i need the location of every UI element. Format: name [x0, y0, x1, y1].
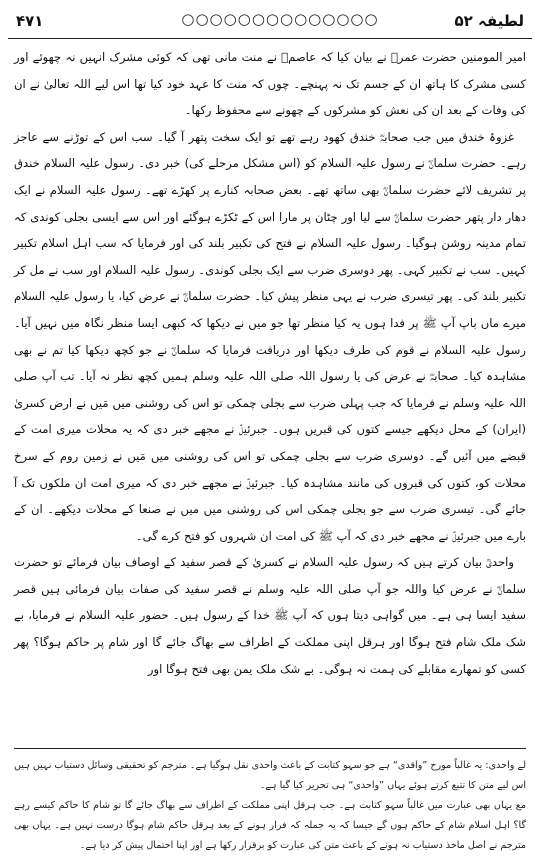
footnote-rule — [14, 748, 526, 749]
footnote: لے واحدی: یہ غالباً مورخ ”واقدی“ ہے جو سہو کتابت کے باعث واحدی نقل ہوگیا ہے۔ مترجم کو تحقیقی وسائل دستیاب نہیں ہیں اس لیے متن کا تتبع کرتے ہوئے یہاں ”واحدی“ ہی تحریر کیا گیا ہے۔ — [14, 760, 526, 791]
footnotes — [14, 756, 526, 856]
page-header — [10, 8, 530, 34]
paragraph: امیر المومنین حضرت عمرؓ نے بیان کیا کہ عاصمؓ نے منت مانی تھی کہ کوئی مشرک انہیں نہ چھوئے اور کسی مشرک کا ہاتھ ان کے جسم تک نہ پہنچے۔ چوں کہ منت کا عہد خود کیا تھا اس لیے اللہ تعالیٰ نے ان کی وفات کے بعد ان کی نعش کو مشرکوں کے چھونے سے محفوظ رکھا۔ — [14, 50, 526, 118]
header-ornament: ○○○○○○○○○○○○○○ — [181, 10, 379, 28]
page-number: ۴۷۱ — [16, 12, 44, 30]
main-text — [14, 44, 526, 682]
paragraph: غزوۂ خندق میں جب صحابہؓ خندق کھود رہے تھے تو ایک سخت پتھر آ گیا۔ سب اس کے توڑنے سے عاجز رہے۔ حضرت سلمانؓ نے رسول علیہ السلام کو (اس مشکل مرحلے کی) خبر دی۔ رسول علیہ السلام خندق پر تشریف لائے حضرت سلمانؓ بھی ساتھ تھے۔ بعض صحابہ کنارے پر کھڑے تھے۔ رسول علیہ السلام نے ایک دھار دار پتھر حضرت سلمانؓ سے لیا اور چٹان پر مارا اس کے ٹکڑے ہوگئے اور اس سے ایسی بجلی کوندی کہ تمام مدینہ روشن ہوگیا۔ رسول علیہ السلام نے فتح کی تکبیر بلند کی اور فرمایا کہ سب اہل اسلام تکبیر کہیں۔ سب نے تکبیر کہی۔ پھر دوسری ضرب سے ایک بجلی کوندی۔ رسول علیہ السلام اور سب نے مل کر تکبیر بلند کی۔ پھر تیسری ضرب نے یہی منظر پیش کیا۔ حضرت سلمانؓ نے عرض کیا، یا رسول علیہ السلام میرے ماں باپ آپ ﷺ پر فدا ہوں یہ کیا منظر تھا جو میں نے دیکھا کہ کبھی ایسا منظر نگاہ میں نہیں آیا۔ رسول علیہ السلام نے قوم کی طرف دیکھا اور دریافت فرمایا کہ سلمانؓ نے جو کچھ دیکھا کیا تم نے بھی مشاہدہ کیا۔ صحابہؓ نے عرض کی یا رسول اللہ صلی اللہ علیہ وسلم ہمیں کچھ نظر نہ آیا۔ تب آپ صلی اللہ علیہ وسلم نے فرمایا کہ جب پہلی ضرب سے بجلی چمکی تو اس کی روشنی میں مَیں نے ارض کسریٰ (ایران) کے محل دیکھے جیسے کتوں کی قبریں ہوں۔ جبرئیلؑ نے مجھے خبر دی کہ یہ محلات میری امت کے قبضے میں آئیں گے۔ دوسری ضرب سے بجلی چمکی تو اس کی روشنی میں مَیں نے زمین روم کے سرخ محلات کو، کتوں کی قبروں کی مانند مشاہدہ کیا۔ جبرئیلؑ نے مجھے خبر دی کہ میری امت ان ملکوں تک آ جائے گی۔ تیسری ضرب سے جو بجلی چمکی اس کی روشنی میں میں نے صنعا کے محلات دیکھے۔ ان کے بارے میں جبرئیلؑ نے مجھے خبر دی کہ آپ ﷺ کی امت ان شہروں کو فتح کرے گی۔ — [14, 129, 526, 543]
chapter-title: لطیفہ ۵۲ — [454, 12, 524, 30]
footnote: مع یہاں بھی عبارت میں غالباً سہو کتابت ہے۔ جب ہرقل اپنی مملکت کے اطراف سے بھاگ جائے گا تو شام کا حاکم کیسے رہے گا؟ اہل اسلام شام کے حاکم ہوں گے جیسا کہ یہ جملہ کہ فرار ہونے کے بعد ہرقل حاکم شام ہوگا درست نہیں ہے۔ یہاں بھی مترجم نے اصل ماخذ دستیاب نہ ہونے کے باعث متن کی عبارت کو برقرار رکھا ہے اور اپنا احتمال پیش کر دیا ہے۔ — [14, 800, 526, 851]
paragraph: واحدیؒ بیان کرتے ہیں کہ رسول علیہ السلام نے کسریٰ کے قصر سفید کے اوصاف بیان فرمائے تو حضرت سلمانؓ نے عرض کیا واللہ جو آپ صلی اللہ علیہ وسلم نے قصر سفید کی صفات بیان فرمائی ہیں قصر سفید ایسا ہی ہے۔ میں گواہی دیتا ہوں کہ آپ ﷺ خدا کے رسول ہیں۔ حضور علیہ السلام نے فرمایا، بے شک ملک شام فتح ہوگا اور ہرقل اپنی مملکت کے اطراف سے بھاگ جائے گا اور شام پر حاکم ہوگا؟ پھر کسی کو تمھارے مقابلے کی ہمت نہ ہوگی۔ بے شک ملک یمن بھی فتح ہوگا اور — [14, 555, 526, 676]
header-rule — [8, 38, 532, 39]
